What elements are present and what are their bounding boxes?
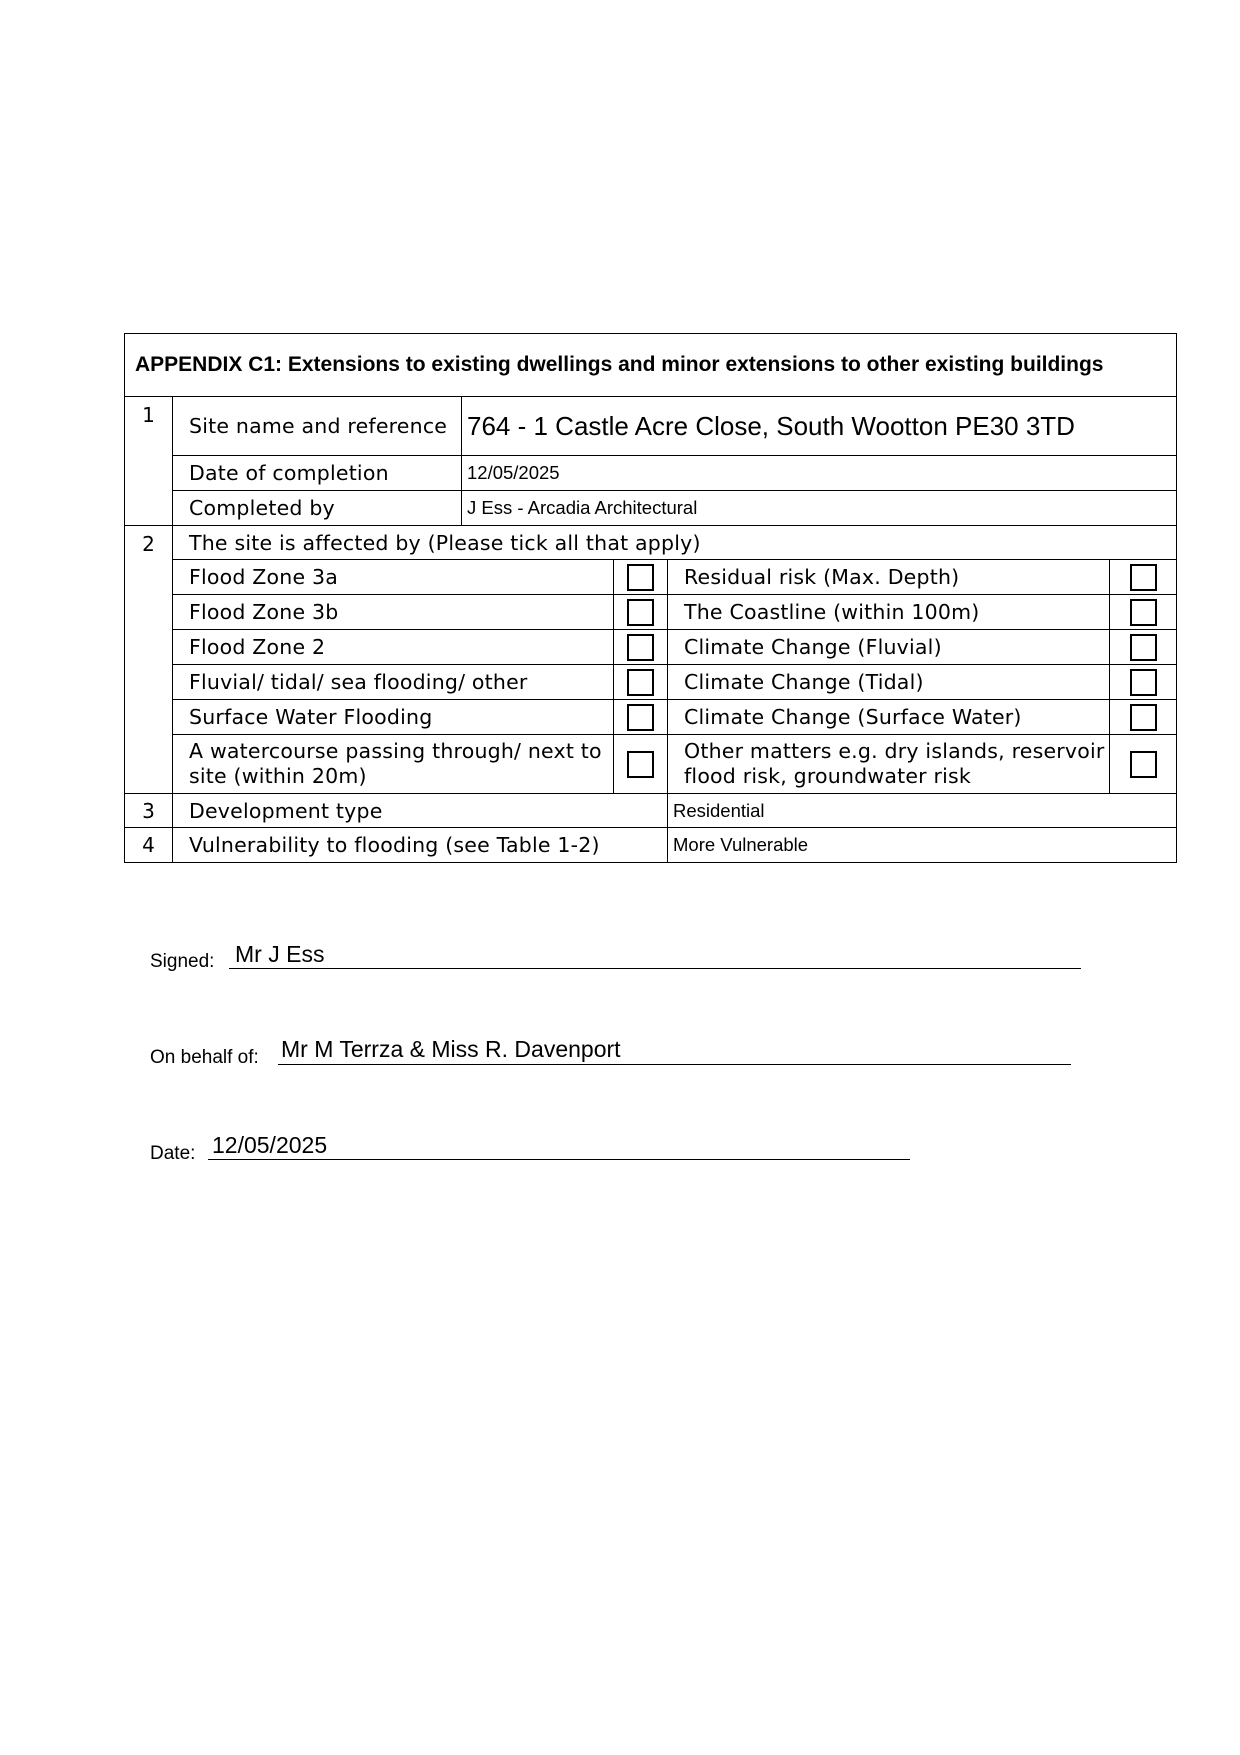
flood-zone-3b-checkbox[interactable]: [627, 599, 654, 626]
flood-zone-3a-checkbox[interactable]: [627, 564, 654, 591]
section-2-number: 2: [125, 526, 173, 794]
climate-change-tidal-label: Climate Change (Tidal): [668, 665, 1110, 700]
date-of-completion-label: Date of completion: [173, 456, 462, 491]
surface-water-flooding-label: Surface Water Flooding: [173, 700, 614, 735]
form-title-text: : Extensions to existing dwellings and minor extensions to other existing buildings: [275, 353, 1104, 376]
watercourse-checkbox[interactable]: [627, 751, 654, 778]
flood-zone-2-label: Flood Zone 2: [173, 630, 614, 665]
climate-change-surface-water-label: Climate Change (Surface Water): [668, 700, 1110, 735]
flood-zone-3a-label: Flood Zone 3a: [173, 560, 614, 595]
date-of-completion-value[interactable]: 12/05/2025: [462, 456, 1177, 491]
coastline-label: The Coastline (within 100m): [668, 595, 1110, 630]
surface-water-flooding-checkbox[interactable]: [627, 704, 654, 731]
completed-by-label: Completed by: [173, 491, 462, 526]
site-name-value[interactable]: 764 - 1 Castle Acre Close, South Wootton PE30 3TD: [462, 397, 1177, 456]
site-name-label: Site name and reference: [173, 397, 462, 456]
development-type-label: Development type: [173, 794, 668, 828]
other-matters-label: Other matters e.g. dry islands, reservoir flood risk, groundwater risk: [668, 735, 1110, 794]
on-behalf-of-value[interactable]: Mr M Terrza & Miss R. Davenport: [281, 1036, 621, 1062]
completed-by-value[interactable]: J Ess - Arcadia Architectural: [462, 491, 1177, 526]
date-label: Date:: [150, 1143, 196, 1164]
on-behalf-of-line: [278, 1064, 1071, 1065]
flood-zone-2-checkbox[interactable]: [627, 634, 654, 661]
affected-by-prompt: The site is affected by (Please tick all that apply): [173, 526, 1177, 560]
date-value[interactable]: 12/05/2025: [212, 1132, 328, 1158]
form-title: [125, 334, 1177, 397]
signed-value[interactable]: Mr J Ess: [235, 941, 325, 967]
coastline-checkbox[interactable]: [1130, 599, 1157, 626]
fluvial-tidal-checkbox[interactable]: [627, 669, 654, 696]
date-line: [208, 1159, 910, 1160]
climate-change-fluvial-label: Climate Change (Fluvial): [668, 630, 1110, 665]
flood-zone-3b-label: Flood Zone 3b: [173, 595, 614, 630]
appendix-c1-form: [124, 333, 1177, 863]
section-3-number: 3: [125, 794, 173, 828]
signed-line: [229, 968, 1081, 969]
development-type-value[interactable]: Residential: [668, 794, 1177, 828]
residual-risk-checkbox[interactable]: [1130, 564, 1157, 591]
vulnerability-value[interactable]: More Vulnerable: [668, 828, 1177, 863]
signed-label: Signed:: [150, 951, 215, 972]
vulnerability-label: Vulnerability to flooding (see Table 1-2): [173, 828, 668, 863]
section-1-number: 1: [125, 397, 173, 526]
climate-change-tidal-checkbox[interactable]: [1130, 669, 1157, 696]
fluvial-tidal-label: Fluvial/ tidal/ sea flooding/ other: [173, 665, 614, 700]
residual-risk-label: Residual risk (Max. Depth): [668, 560, 1110, 595]
form-title-prefix: APPENDIX C1: [135, 353, 276, 376]
climate-change-surface-water-checkbox[interactable]: [1130, 704, 1157, 731]
other-matters-checkbox[interactable]: [1130, 751, 1157, 778]
on-behalf-of-label: On behalf of:: [150, 1047, 259, 1068]
section-4-number: 4: [125, 828, 173, 863]
watercourse-label: A watercourse passing through/ next to site (within 20m): [173, 735, 614, 794]
climate-change-fluvial-checkbox[interactable]: [1130, 634, 1157, 661]
